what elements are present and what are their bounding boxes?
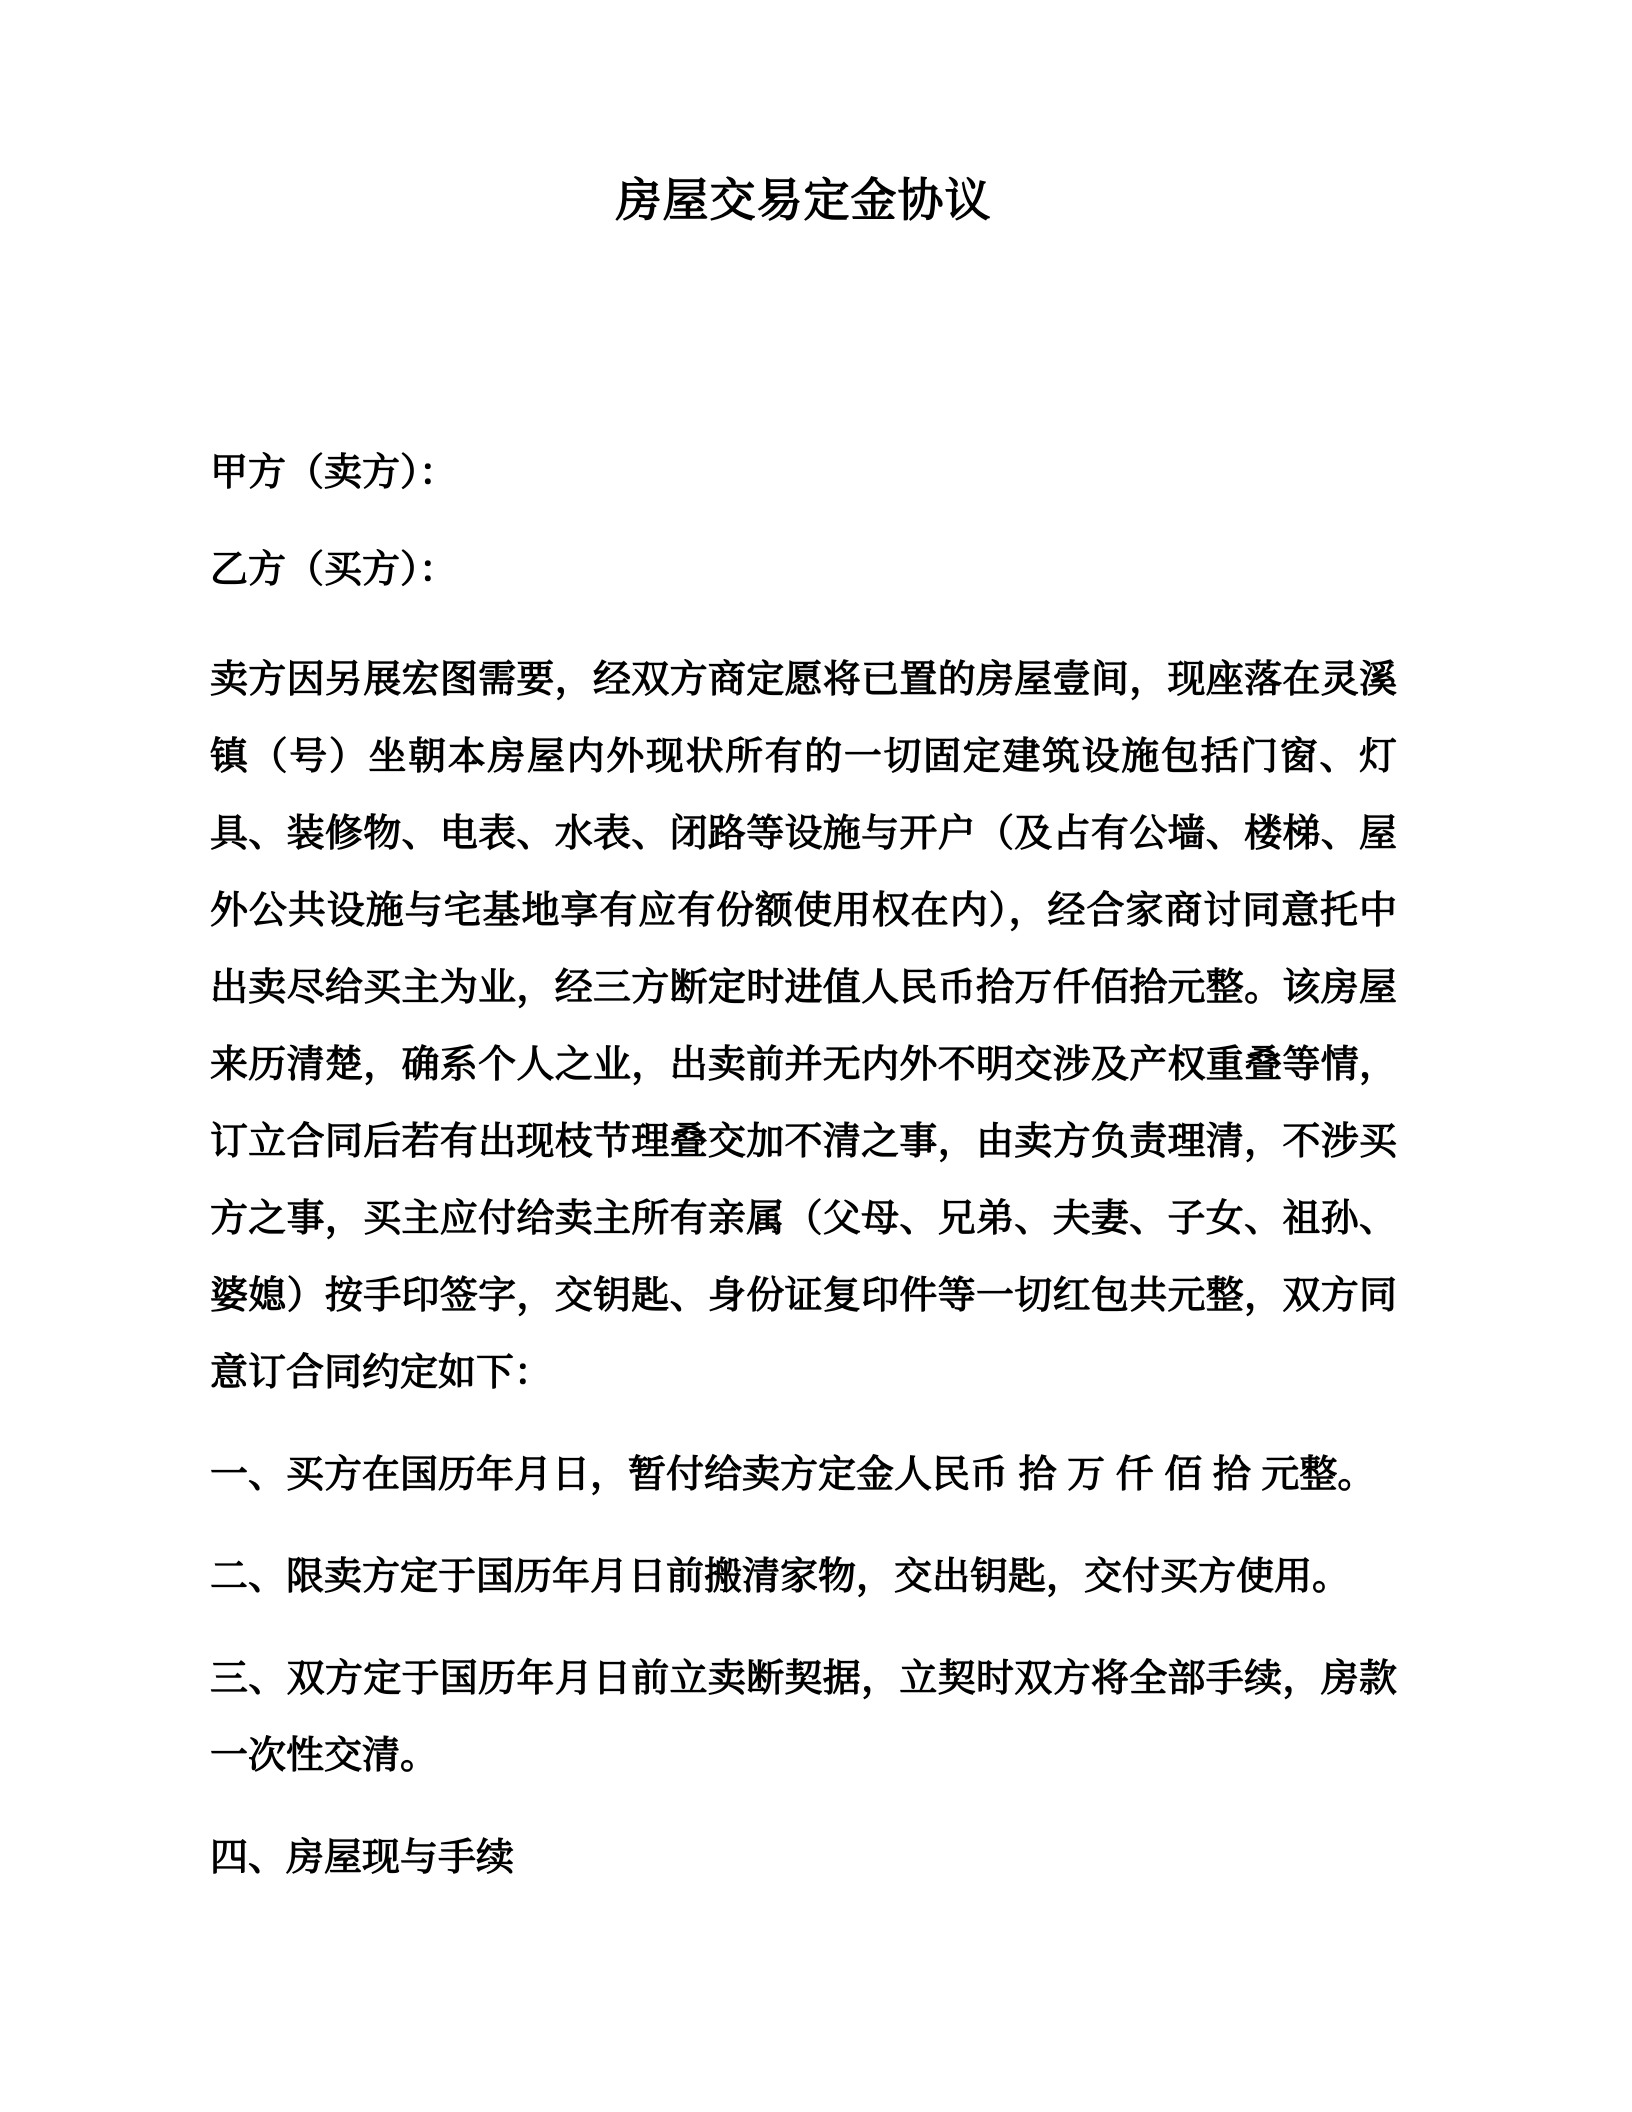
clause-item-4: 四、房屋现与手续 (210, 1837, 515, 1879)
party-a-line: 甲方（卖方）： (210, 452, 458, 494)
parties-section (210, 435, 1397, 609)
body-paragraph: 卖方因另展宏图需要，经双方商定愿将已置的房屋壹间，现座落在灵溪镇（号）坐朝本房屋内外现状所有的一切固定建筑设施包括门窗、灯具、装修物、电表、水表、闭路等设施与开户（及占有公墙、楼梯、屋外公共设施与宅基地享有应有份额使用权在内），经合家商讨同意托中出卖尽给买主为业，经三方断定时进值人民币拾万仟佰拾元整。该房屋来历清楚，确系个人之业，出卖前并无内外不明交涉及产权重叠等情，订立合同后若有出现枝节理叠交加不清之事，由卖方负责理清，不涉买方之事，买主应付给卖主所有亲属（父母、兄弟、夫妻、子女、祖孙、婆媳）按手印签字，交钥匙、身份证复印件等一切红包共元整，双方同意订合同约定如下： (210, 659, 1397, 1394)
clause-item-1: 一、买方在国历年月日，暂付给卖方定金人民币 拾 万 仟 佰 拾 元整。 (210, 1454, 1376, 1496)
party-b-line: 乙方（买方）： (210, 549, 458, 591)
clause-item-2: 二、限卖方定于国历年月日前搬清家物，交出钥匙，交付买方使用。 (210, 1556, 1351, 1598)
clause-item-3: 三、双方定于国历年月日前立卖断契据，立契时双方将全部手续，房款一次性交清。 (210, 1658, 1397, 1777)
document-title: 房屋交易定金协议 (615, 174, 992, 226)
